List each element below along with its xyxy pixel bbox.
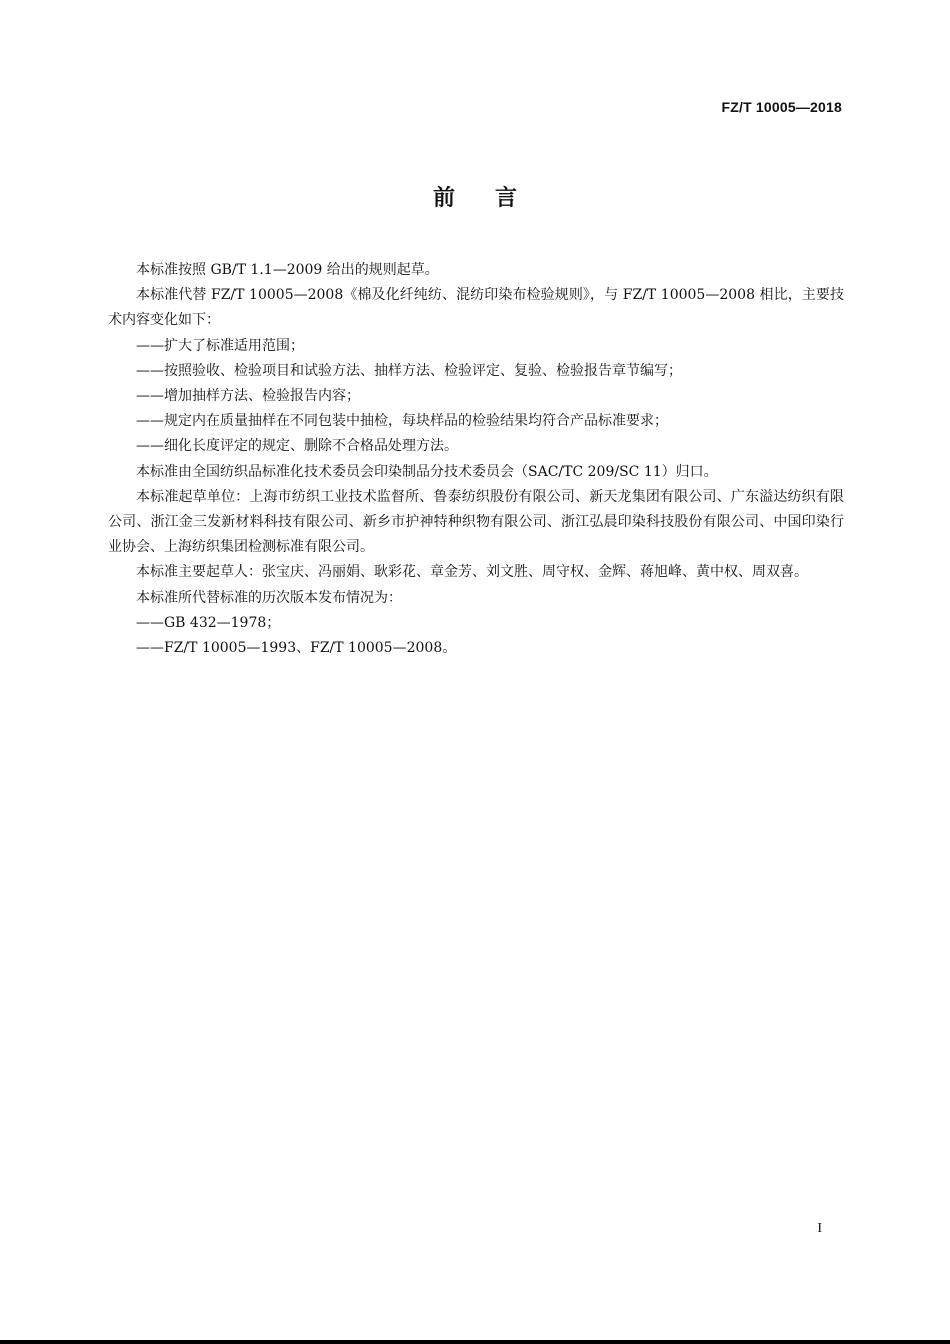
paragraph: 本标准主要起草人：张宝庆、冯丽娟、耿彩花、章金芳、刘文胜、周守权、金辉、蒋旭峰、黄中权、周双喜。 bbox=[136, 564, 808, 581]
foreword-body bbox=[108, 258, 844, 661]
list-item: ——规定内在质量抽样在不同包装中抽检，每块样品的检验结果均符合产品标准要求； bbox=[136, 413, 668, 430]
list-item: ——细化长度评定的规定、删除不合格品处理方法。 bbox=[136, 438, 458, 455]
list-item: ——增加抽样方法、检验报告内容； bbox=[136, 388, 360, 405]
bottom-rule bbox=[0, 1340, 950, 1344]
paragraph: 本标准所代替标准的历次版本发布情况为： bbox=[136, 589, 402, 606]
page-title: 前言 bbox=[432, 186, 557, 211]
list-item: ——扩大了标准适用范围； bbox=[136, 337, 304, 354]
standard-code: FZ/T 10005—2018 bbox=[721, 99, 842, 115]
paragraph: 本标准代替 FZ/T 10005—2008《棉及化纤纯纺、混纺印染布检验规则》，与 FZ/T 10005—2008 相比，主要技术内容变化如下： bbox=[108, 287, 844, 329]
list-item: ——GB 432—1978； bbox=[136, 614, 281, 631]
list-item: ——按照验收、检验项目和试验方法、抽样方法、检验评定、复验、检验报告章节编写； bbox=[136, 362, 682, 379]
paragraph: 本标准按照 GB/T 1.1—2009 给出的规则起草。 bbox=[136, 262, 439, 278]
page-number: I bbox=[817, 1221, 822, 1236]
paragraph: 本标准起草单位：上海市纺织工业技术监督所、鲁泰纺织股份有限公司、新天龙集团有限公司、广东溢达纺织有限公司、浙江金三发新材料科技有限公司、新乡市护神特种织物有限公司、浙江弘晨印染科技股份有限公司、中国印染行业协会、上海纺织集团检测标准有限公司。 bbox=[108, 488, 844, 556]
list-item: ——FZ/T 10005—1993、FZ/T 10005—2008。 bbox=[136, 640, 457, 657]
paragraph: 本标准由全国纺织品标准化技术委员会印染制品分技术委员会（SAC/TC 209/SC 11）归口。 bbox=[136, 463, 718, 480]
